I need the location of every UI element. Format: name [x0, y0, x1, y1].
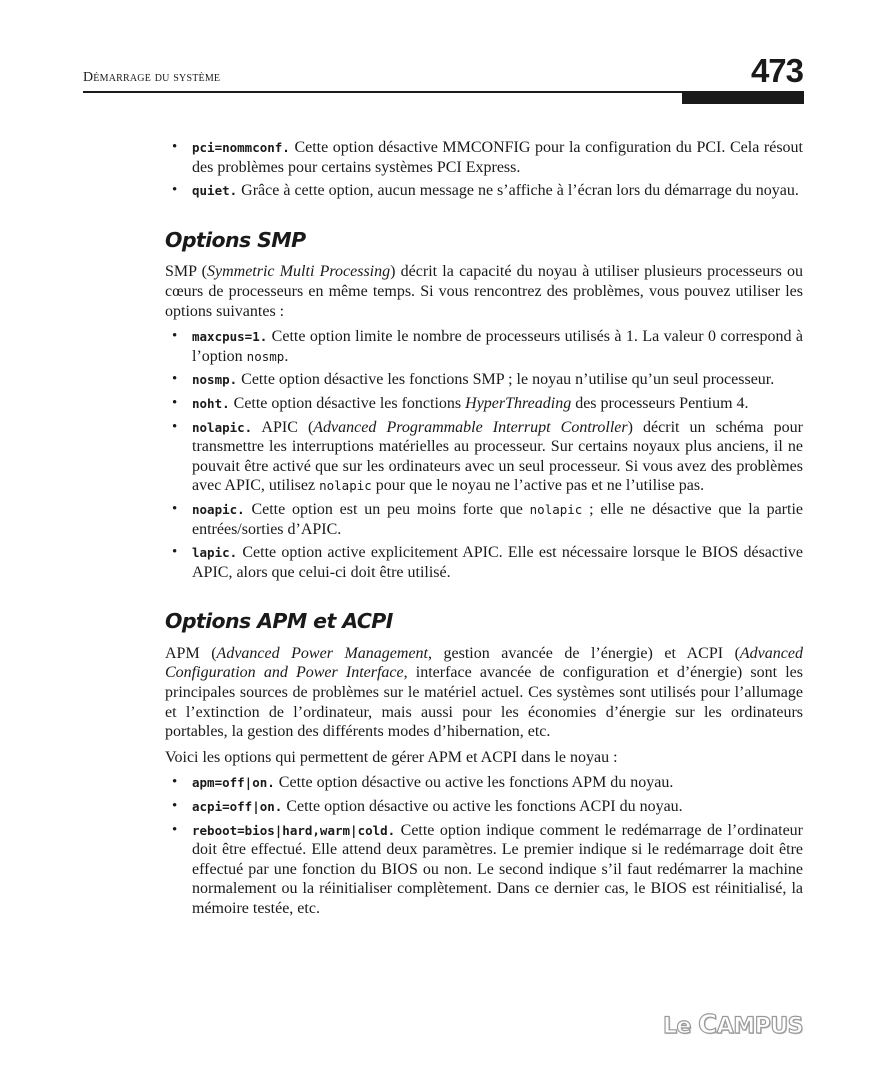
option-keyword: apm=off|on.	[192, 775, 275, 791]
list-item	[172, 181, 803, 201]
bullet-icon: •	[172, 328, 178, 345]
option-keyword: acpi=off|on.	[192, 799, 283, 815]
option-keyword: pci=nommconf.	[192, 140, 290, 155]
list-item: • maxcpus=1. Cette option limite le nombre de processeurs utilisés à 1. La valeur 0 correspond à l’option nosmp.	[172, 328, 803, 365]
header-block	[682, 93, 804, 104]
bullet-icon: •	[172, 371, 178, 388]
option-keyword: maxcpus=1.	[192, 329, 268, 345]
list-item	[172, 821, 803, 919]
bullet-icon: •	[172, 394, 178, 411]
page-body	[165, 138, 803, 923]
inline-code: nolapic	[529, 501, 583, 517]
bullet-icon: •	[172, 182, 178, 199]
option-description: Cette option indique comment le redémarrage de l’ordinateur doit être effectué. Elle attend deux paramètres. Le premier indique si le redémarrage doit être effectué par une fonction du BIOS ou non. Le second indique s’il faut redémarrer la machine normalement ou la réinitialiser complètement. Dans ce dernier cas, le BIOS est réinitialisé, la mémoire testée, etc.	[192, 821, 803, 917]
apm-option-list	[165, 773, 803, 918]
list-item: • lapic. Cette option active explicitement APIC. Elle est nécessaire lorsque le BIOS désactive APIC, alors que celui-ci doit être utilisé.	[172, 544, 803, 581]
option-description: Cette option désactive MMCONFIG pour la configuration du PCI. Cela résout des problèmes pour certains systèmes PCI Express.	[192, 139, 803, 176]
list-item	[172, 773, 803, 793]
option-description: Cette option désactive ou active les fonctions APM du noyau.	[274, 774, 674, 792]
bullet-icon: •	[172, 821, 178, 838]
option-keyword: reboot=bios|hard,warm|cold.	[192, 822, 396, 838]
list-item: • noht. Cette option désactive les fonctions HyperThreading des processeurs Pentium 4.	[172, 394, 749, 412]
list-item: • nolapic. APIC (Advanced Programmable Interrupt Controller) décrit un schéma pour transmettre les interruptions matérielles au processeur. Sur certains noyaux plus anciens, il ne pouvait être activé que sur les ordinateurs avec un seul processeur. Si vous avez des problèmes avec APIC, utilisez nolapic pour que le noyau ne l’active pas et ne l’utilise pas.	[172, 418, 803, 495]
section-heading-smp: Options SMP	[165, 227, 306, 252]
bullet-icon: •	[172, 798, 178, 815]
bullet-icon: •	[172, 139, 178, 155]
option-keyword: noapic.	[192, 501, 245, 517]
running-head: Démarrage du système	[83, 70, 221, 85]
option-keyword: nolapic.	[192, 419, 253, 435]
option-description: Cette option désactive ou active les fonctions ACPI du noyau.	[282, 798, 683, 816]
publisher-logo: Le CAMPUS	[663, 1010, 803, 1040]
list-item	[172, 797, 803, 817]
list-item: • noapic. Cette option est un peu moins forte que nolapic ; elle ne désactive que la partie entrées/sorties d’APIC.	[172, 500, 804, 538]
bullet-icon: •	[172, 544, 178, 561]
bullet-icon: •	[172, 774, 178, 791]
section-heading-apm-acpi: Options APM et ACPI	[165, 609, 393, 634]
smp-paragraph: SMP (Symmetric Multi Processing) décrit la capacité du noyau à utiliser plusieurs processeurs ou cœurs de processeurs en même temps. Si vous rencontrez des problèmes, vous pouvez utiliser les options suivantes :	[165, 263, 804, 320]
option-description: Grâce à cette option, aucun message ne s’affiche à l’écran lors du démarrage du noyau.	[237, 182, 799, 200]
inline-code: nolapic	[319, 478, 372, 494]
list-item	[172, 138, 803, 177]
option-keyword: nosmp.	[192, 372, 238, 388]
inline-code: nosmp	[246, 348, 285, 364]
apm-paragraph: APM (Advanced Power Management, gestion avancée de l’énergie) et ACPI (Advanced Configuration and Power Interface, interface avancée de configuration et d’énergie) sont les principales sources de problèmes sur le matériel actuel. Ces systèmes sont utilisés pour l’allumage et l’extinction de l’ordinateur, mais aussi pour les économies d’énergie sur les ordinateurs portables, la gestion des différents modes d’hibernation, etc.	[165, 644, 803, 741]
bullet-icon: •	[172, 500, 178, 517]
option-keyword: noht.	[192, 395, 230, 411]
smp-option-list	[165, 327, 803, 582]
bullet-icon: •	[172, 418, 178, 435]
list-item: • nosmp. Cette option désactive les fonctions SMP ; le noyau n’utilise qu’un seul processeur.	[172, 371, 775, 389]
option-keyword: lapic.	[192, 545, 238, 561]
intro-option-list	[165, 138, 803, 201]
page-number: 473	[750, 52, 803, 89]
option-keyword: quiet.	[192, 183, 238, 199]
apm-intro-paragraph: Voici les options qui permettent de gérer APM et ACPI dans le noyau :	[165, 748, 618, 766]
